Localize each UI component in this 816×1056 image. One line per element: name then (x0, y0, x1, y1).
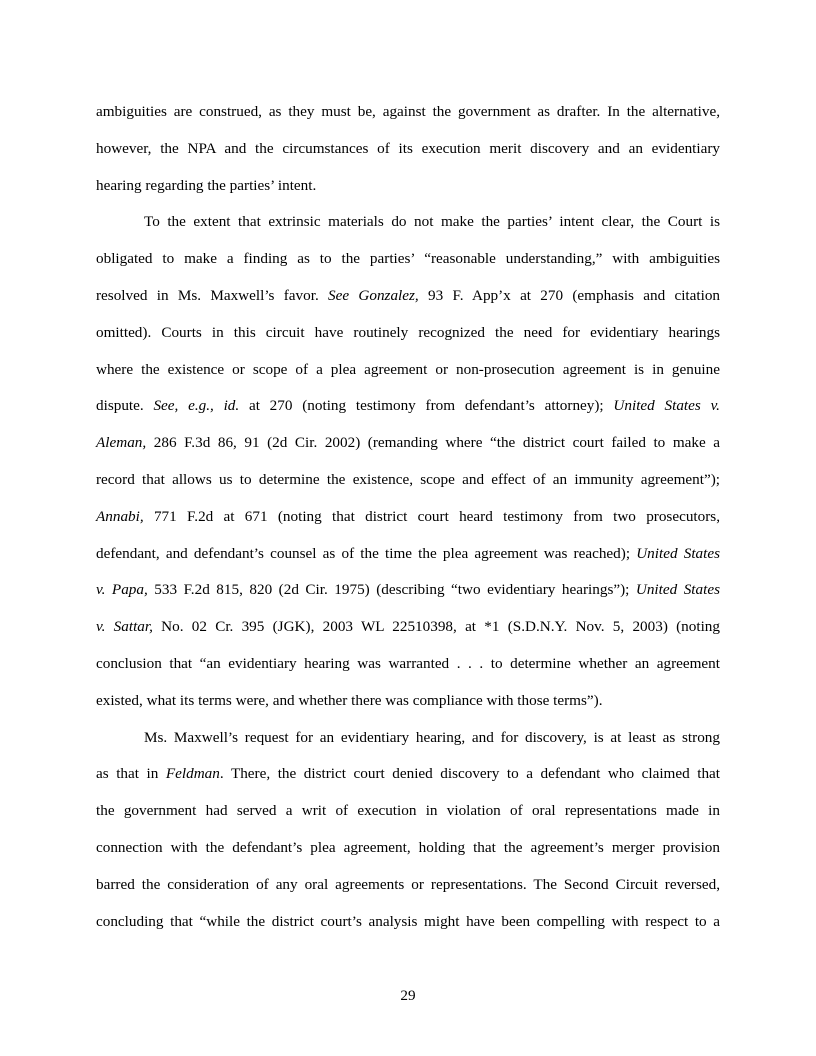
text-line (96, 646, 720, 683)
text-line (96, 241, 720, 278)
text-segment: Ms. Maxwell’s request for an evidentiary hearing, and for discovery, is at least as strong (144, 728, 720, 746)
text-line (96, 425, 720, 462)
paragraph (96, 720, 720, 941)
page-number: 29 (400, 987, 416, 1004)
italic-citation: United States (635, 581, 720, 599)
text-segment: ambiguities are construed, as they must be, against the government as drafter. In the alternative, (96, 103, 720, 120)
text-line (96, 904, 720, 941)
text-line (96, 683, 720, 720)
text-line (96, 572, 720, 609)
italic-citation: v. Sattar, (96, 618, 153, 636)
text-segment: existed, what its terms were, and whether there was compliance with those terms”). (96, 691, 603, 709)
text-segment: where the existence or scope of a plea agreement or non-prosecution agreement is in genuine (96, 360, 720, 378)
text-segment: omitted). Courts in this circuit have routinely recognized the need for evidentiary hearings (96, 323, 720, 341)
text-segment: resolved in Ms. Maxwell’s favor. (96, 286, 329, 304)
text-segment: record that allows us to determine the existence, scope and effect of an immunity agreement”); (96, 470, 720, 488)
text-segment: the district court denied discovery to a defendant who claimed that (270, 765, 720, 783)
text-segment: however, the NPA and the circumstances of its execution merit discovery and an evidentiary (96, 139, 720, 157)
text-segment: the government had served a writ of execution in violation of oral representations made in (96, 802, 720, 820)
text-line (96, 388, 720, 425)
italic-citation: United States (636, 544, 720, 562)
text-line (96, 830, 720, 867)
text-line (96, 499, 720, 536)
text-segment: conclusion that “an evidentiary hearing was warranted . . . to determine whether an agreement (96, 654, 720, 672)
text-line (96, 204, 720, 241)
italic-citation: Aleman, (96, 434, 147, 452)
text-line (96, 94, 720, 131)
italic-citation: See Gonzalez, (328, 286, 419, 304)
italic-citation: Annabi, (96, 507, 144, 525)
text-segment: at 270 (noting testimony from defendant’s attorney); (239, 397, 614, 415)
text-line (96, 168, 720, 205)
paragraphs (96, 94, 720, 940)
text-line (96, 278, 720, 315)
text-segment: 771 F.2d at 671 (noting that district court heard testimony from two prosecutors, (143, 507, 720, 525)
paragraph (96, 94, 720, 204)
text-segment: 286 F.3d 86, 91 (2d Cir. 2002) (remanding where “the district court failed to make a (146, 434, 720, 452)
paragraph (96, 204, 720, 719)
text-segment: No. 02 Cr. 395 (JGK), 2003 WL 22510398, at *1 (S.D.N.Y. Nov. 5, 2003) (noting (152, 618, 720, 636)
text-segment: connection with the defendant’s plea agreement, holding that the agreement’s merger provision (96, 838, 720, 856)
text-line (96, 536, 720, 573)
text-segment: defendant, and defendant’s counsel as of the time the plea agreement was reached); (96, 544, 637, 562)
text-line (96, 609, 720, 646)
text-line (96, 315, 720, 352)
text-segment: obligated to make a finding as to the parties’ “reasonable understanding,” with ambiguities (96, 250, 720, 268)
text-segment: concluding that “while the district court’s analysis might have been compelling with respect to a (96, 912, 720, 930)
text-line (96, 462, 720, 499)
text-line (96, 352, 720, 389)
italic-citation: , (266, 765, 271, 783)
text-segment: dispute. (96, 397, 154, 415)
text-segment: 533 F.2d 815, 820 (2d Cir. 1975) (describing “two evidentiary hearings”); (147, 581, 636, 599)
text-line (96, 131, 720, 168)
text-segment: . There (219, 765, 267, 783)
text-line (96, 867, 720, 904)
text-segment: barred the consideration of any oral agreements or representations. The Second Circuit reversed, (96, 875, 720, 893)
italic-citation: See, e.g., id. (153, 397, 240, 415)
text-line (96, 756, 720, 793)
text-segment: To the extent that extrinsic materials do not make the parties’ intent clear, the Court is (144, 213, 720, 231)
italic-citation: Feldman (165, 765, 220, 783)
text-segment: hearing regarding the parties’ intent. (96, 176, 317, 194)
page-body (96, 94, 720, 940)
italic-citation: v. Papa, (96, 581, 148, 599)
text-line (96, 793, 720, 830)
text-segment: 93 F. App’x at 270 (emphasis and citation (418, 286, 721, 304)
text-segment: as that in (96, 765, 166, 783)
text-line (96, 720, 720, 757)
italic-citation: United States v. (613, 397, 720, 415)
